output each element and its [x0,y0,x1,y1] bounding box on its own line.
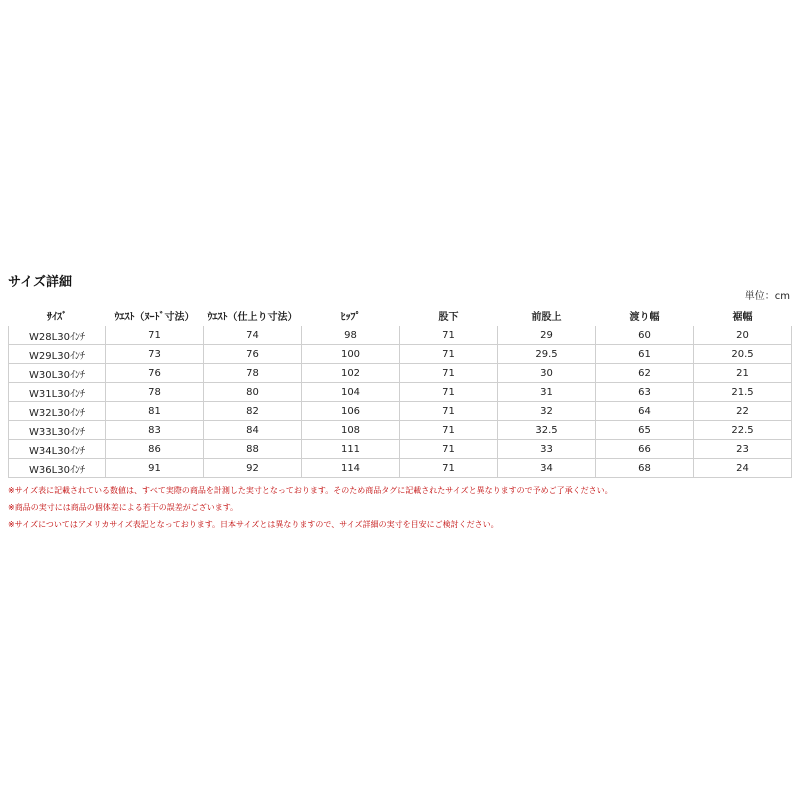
header-thigh-width: 渡り幅 [629,311,660,323]
table-cell: 63 [596,383,694,402]
table-cell: 71 [400,364,498,383]
table-cell: 86 [106,440,204,459]
table-cell: 71 [400,383,498,402]
table-cell: 78 [106,383,204,402]
table-cell: 76 [106,364,204,383]
table-cell: 83 [106,421,204,440]
table-cell: 29 [498,326,596,345]
table-cell: W32L30ｲﾝﾁ [9,402,106,421]
note-us-sizing: ※サイズについてはアメリカサイズ表記となっております。日本サイズとは異なりますので、サイズ詳細の実寸を目安にご検討ください。 [8,520,499,529]
table-cell: 104 [302,383,400,402]
table-cell: 106 [302,402,400,421]
table-cell: 61 [596,345,694,364]
table-cell: W31L30ｲﾝﾁ [9,383,106,402]
table-cell: 20.5 [694,345,792,364]
table-cell: 62 [596,364,694,383]
table-cell: 29.5 [498,345,596,364]
table-cell: W36L30ｲﾝﾁ [9,459,106,478]
table-cell: 78 [204,364,302,383]
table-cell: 66 [596,440,694,459]
table-cell: 31 [498,383,596,402]
table-cell: 71 [400,459,498,478]
table-cell: 64 [596,402,694,421]
table-cell: 60 [596,326,694,345]
table-cell: 100 [302,345,400,364]
table-cell: 22 [694,402,792,421]
note-individual-difference: ※商品の実寸には商品の個体差による若干の誤差がございます。 [8,503,239,512]
table-cell: 81 [106,402,204,421]
header-hem-width: 裾幅 [732,311,753,323]
table-cell: 34 [498,459,596,478]
header-waist-finished: ｳｴｽﾄ（仕上り寸法） [207,311,298,323]
table-cell: W29L30ｲﾝﾁ [9,345,106,364]
table-cell: 92 [204,459,302,478]
size-table [8,304,792,478]
table-cell: 114 [302,459,400,478]
header-hip: ﾋｯﾌﾟ [340,311,361,323]
header-inseam: 股下 [438,311,459,323]
note-measurement: ※サイズ表に記載されている数値は、すべて実際の商品を計測した実寸となっております。そのため商品タグに記載されたサイズと異なりますので予めご了承ください。 [8,486,613,495]
header-waist-nude: ｳｴｽﾄ（ﾇｰﾄﾞ寸法） [114,311,195,323]
table-cell: 71 [400,326,498,345]
table-row [9,402,792,421]
table-cell: W33L30ｲﾝﾁ [9,421,106,440]
table-cell: 88 [204,440,302,459]
table-row [9,383,792,402]
table-cell: 68 [596,459,694,478]
table-cell: 80 [204,383,302,402]
table-cell: 71 [400,421,498,440]
table-header-row [9,305,792,326]
table-cell: 82 [204,402,302,421]
table-cell: 111 [302,440,400,459]
table-cell: 21 [694,364,792,383]
notes-section [8,482,613,533]
table-cell: 76 [204,345,302,364]
table-cell: 24 [694,459,792,478]
table-cell: 108 [302,421,400,440]
header-front-rise: 前股上 [531,311,562,323]
table-cell: 65 [596,421,694,440]
table-row [9,421,792,440]
table-cell: 20 [694,326,792,345]
table-cell: W28L30ｲﾝﾁ [9,326,106,345]
table-cell: 71 [106,326,204,345]
table-cell: 22.5 [694,421,792,440]
table-cell: 21.5 [694,383,792,402]
table-row [9,440,792,459]
table-cell: 71 [400,345,498,364]
table-cell: 84 [204,421,302,440]
table-cell: 30 [498,364,596,383]
table-cell: W30L30ｲﾝﾁ [9,364,106,383]
table-cell: 71 [400,402,498,421]
table-row [9,364,792,383]
header-size: ｻｲｽﾞ [47,311,67,323]
table-cell: 102 [302,364,400,383]
table-row [9,345,792,364]
table-row [9,326,792,345]
table-cell: 73 [106,345,204,364]
size-detail-title: サイズ詳細 [8,275,72,290]
table-cell: W34L30ｲﾝﾁ [9,440,106,459]
table-cell: 91 [106,459,204,478]
unit-label: 単位：cm [744,291,790,302]
table-cell: 98 [302,326,400,345]
table-row [9,459,792,478]
table-cell: 74 [204,326,302,345]
table-cell: 32 [498,402,596,421]
table-cell: 33 [498,440,596,459]
table-cell: 32.5 [498,421,596,440]
table-cell: 23 [694,440,792,459]
table-cell: 71 [400,440,498,459]
